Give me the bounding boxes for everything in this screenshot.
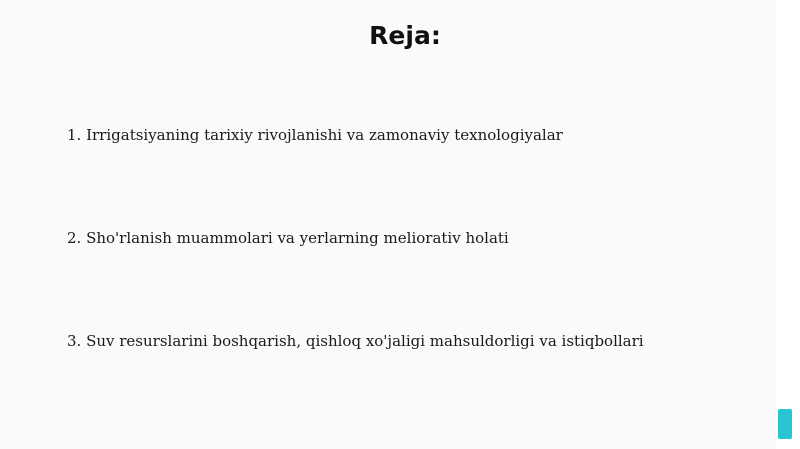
scrollbar-track[interactable] bbox=[776, 0, 800, 449]
plan-item-2: 2. Sho'rlanish muammolari va yerlarning meliorativ holati bbox=[67, 229, 509, 247]
scrollbar-thumb[interactable] bbox=[778, 409, 792, 439]
plan-item-3: 3. Suv resurslarini boshqarish, qishloq xo'jaligi mahsuldorligi va istiqbollari bbox=[67, 332, 644, 350]
plan-item-1: 1. Irrigatsiyaning tarixiy rivojlanishi va zamonaviy texnologiyalar bbox=[67, 126, 563, 144]
slide-title: Reja: bbox=[369, 21, 441, 50]
